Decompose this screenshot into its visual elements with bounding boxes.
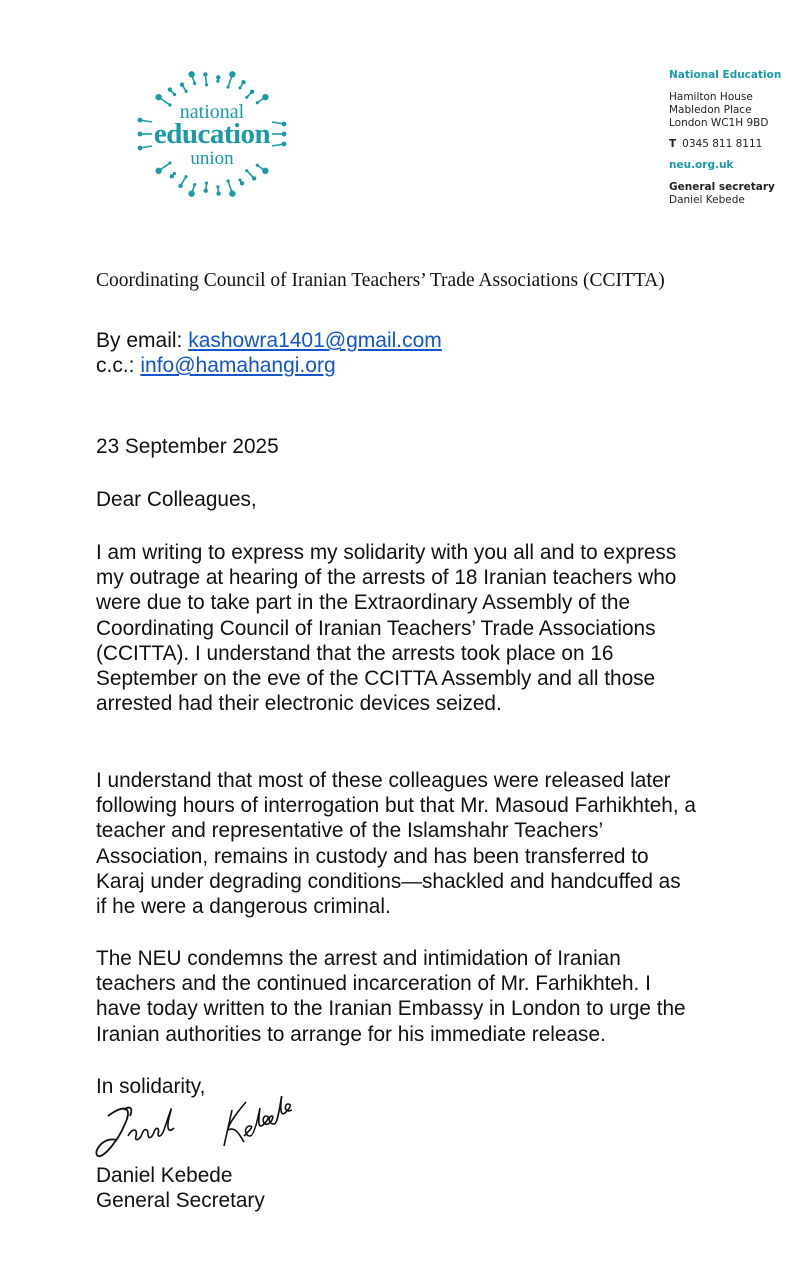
general-secretary-title: General secretary	[669, 181, 775, 193]
org-name: National Education	[669, 69, 782, 81]
body-paragraph: I understand that most of these colleagues were released later following hours of interrogation but that Mr. Masoud Farhikhteh, a teacher and representative of the Islamshahr Teachers’ Association, remains in custody and has been transferred to Karaj under degrading conditions—shackled and handcuffed as if he were a dangerous criminal.	[96, 769, 696, 919]
phone-label: T	[669, 138, 677, 150]
body-paragraph: I am writing to express my solidarity with you all and to express my outrage at hearing of the arrests of 18 Iranian teachers who were due to take part in the Extraordinary Assembly of the Coordinating Council of Iranian Teachers’ Trade Associations (CCITTA). I understand that the arrests took place on 16 September on the eve of the CCITTA Assembly and all those arrested had their electronic devices seized.	[96, 541, 677, 716]
cc-email-link[interactable]: info@hamahangi.org	[140, 354, 336, 377]
neu-logo	[136, 64, 288, 204]
recipient-email-link[interactable]: kashowra1401@gmail.com	[188, 329, 442, 352]
handwritten-signature	[94, 1096, 324, 1166]
logo-line-national: national	[179, 101, 245, 123]
by-email-line	[96, 328, 442, 353]
cc-line	[96, 353, 442, 378]
letterhead-address-block	[669, 69, 786, 207]
address-line: Hamilton House	[669, 91, 753, 103]
address-line: Mabledon Place	[669, 104, 752, 116]
postal-address	[669, 91, 786, 130]
logo-line-education: education	[153, 118, 271, 150]
letter-date: 23 September 2025	[96, 435, 279, 458]
signer-title: General Secretary	[96, 1189, 265, 1212]
address-line: London WC1H 9BD	[669, 117, 769, 129]
cc-label: c.c.:	[96, 354, 135, 377]
closing: In solidarity,	[96, 1075, 206, 1098]
logo-line-union: union	[190, 148, 234, 169]
website-link[interactable]: neu.org.uk	[669, 159, 734, 171]
recipient-name: Coordinating Council of Iranian Teachers’ Trade Associations (CCITTA)	[96, 270, 665, 291]
general-secretary-name: Daniel Kebede	[669, 194, 745, 206]
phone	[669, 138, 786, 151]
salutation: Dear Colleagues,	[96, 488, 257, 511]
phone-number: 0345 811 8111	[682, 138, 763, 150]
body-paragraph: The NEU condemns the arrest and intimidation of Iranian teachers and the continued incarceration of Mr. Farhikhteh. I have today written to the Iranian Embassy in London to urge the Iranian authorities to arrange for his immediate release.	[96, 947, 686, 1046]
signer-name: Daniel Kebede	[96, 1164, 233, 1187]
by-email-label: By email:	[96, 329, 183, 352]
email-block	[96, 328, 442, 378]
